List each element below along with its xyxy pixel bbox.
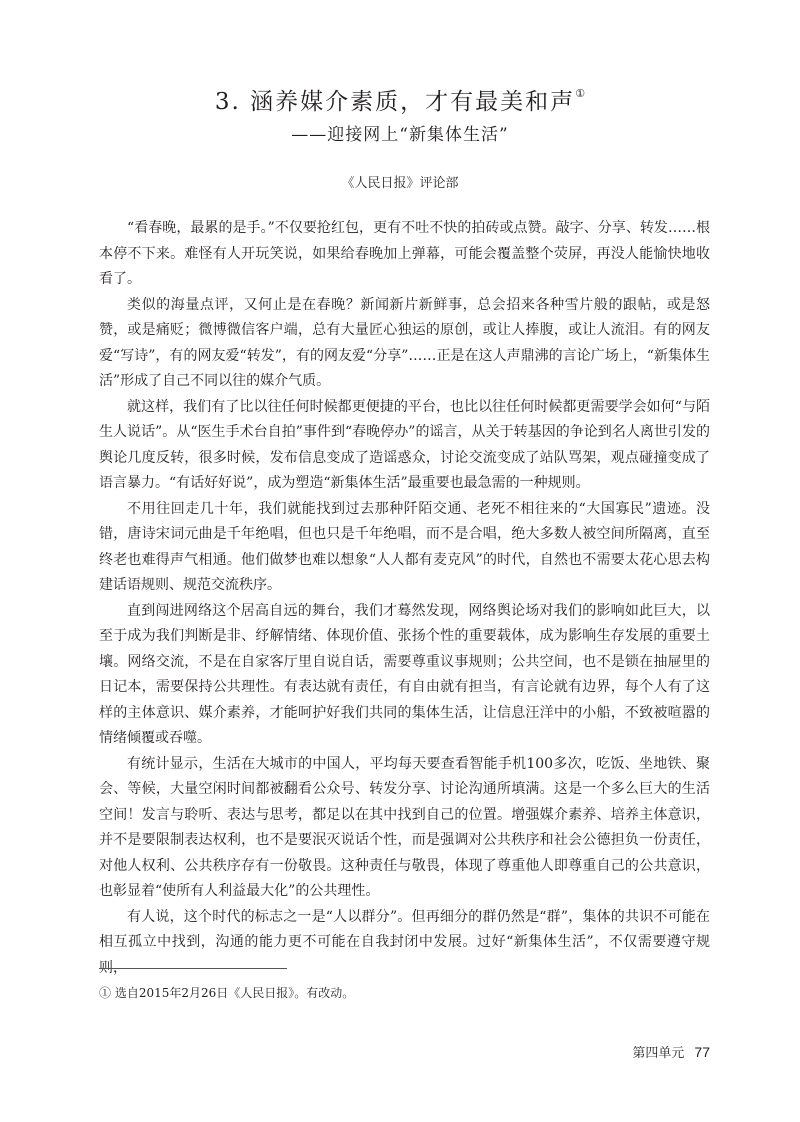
article-subtitle: ——迎接网上“新集体生活” [291,125,509,145]
paragraph: “看春晚，最累的是手。”不仅要抢红包，更有不吐不快的拍砖或点赞。敲字、分享、转发……根本停不下来。难怪有人开玩笑说，如果给春晚加上弹幕，可能会覆盖整个荧屏，再没人能愉快地收看了。 [99,220,710,287]
paragraph: 有人说，这个时代的标志之一是“人以群分”。但再细分的群仍然是“群”，集体的共识不可能在相互孤立中找到，沟通的能力更不可能在自我封闭中发展。过好“新集体生活”，不仅需要遵守规则， [99,908,710,976]
paragraph: 直到闯进网络这个居高自远的舞台，我们才蓦然发现，网络舆论场对我们的影响如此巨大，以至于成为我们判断是非、纾解情绪、体现价值、张扬个性的重要载体，成为影响生存发展的重要土壤。网络交流，不是在自家客厅里自说自话，需要尊重议事规则；公共空间，也不是锁在抽屉里的日记本，需要保持公共理性。有表达就有责任，有自由就有担当，有言论就有边界，每个人有了这样的主体意识、媒介素养，才能呵护好我们共同的集体生活，让信息汪洋中的小船，不致被喧嚣的情绪倾覆或吞噬。 [99,602,710,746]
unit-label: 第四单元 [632,1046,685,1061]
article-title [0,86,800,122]
page-number: 77 [694,1044,710,1060]
page-footer [632,1042,710,1064]
author-line: 《人民日报》评论部 [341,176,459,191]
paragraph: 就这样，我们有了比以往任何时候都更便捷的平台，也比以往任何时候都更需要学会如何“与陌生人说话”。从“医生手术台自拍”事件到“春晚停办”的谣言，从关于转基因的争论到名人离世引发的舆论几度反转，很多时候，发布信息变成了造谣惑众，讨论交流变成了站队骂架，观点碰撞变成了语言暴力。“有话好好说”，成为塑造“新集体生活”最重要也最急需的一种规则。 [99,398,710,491]
footnote: ① 选自2015年2月26日《人民日报》。有改动。 [99,986,355,1000]
footnote-marker[interactable]: ① [575,87,586,100]
article-body [99,216,710,981]
paragraph: 不用往回走几十年，我们就能找到过去那种阡陌交通、老死不相往来的“大国寡民”遗迹。没错，唐诗宋词元曲是千年绝唱，但也只是千年绝唱，而不是合唱，绝大多数人被空间所隔离，直至终老也难得声气相通。他们做梦也难以想象“人人都有麦克风”的时代，自然也不需要太花心思去构建话语规则、规范交流秩序。 [99,500,710,593]
paragraph: 有统计显示，生活在大城市的中国人，平均每天要查看智能手机100多次，吃饭、坐地铁、聚会、等候，大量空闲时间都被翻看公众号、转发分享、讨论沟通所填满。这是一个多么巨大的生活空间！发言与聆听、表达与思考，都足以在其中找到自己的位置。增强媒介素养、培养主体意识，并不是要限制表达权利，也不是要泯灭说话个性，而是强调对公共秩序和社会公德担负一份责任，对他人权利、公共秩序存有一份敬畏。这种责任与敬畏，体现了尊重他人即尊重自己的公共意识，也彰显着“使所有人利益最大化”的公共理性。 [99,755,710,899]
article-title-text: 3. 涵养媒介素质，才有最美和声 [214,89,576,115]
footnote-divider [99,968,287,969]
paragraph: 类似的海量点评，又何止是在春晚？新闻新片新鲜事，总会招来各种雪片般的跟帖，或是怒赞，或是痛贬；微博微信客户端，总有大量匠心独运的原创，或让人捧腹，或让人流泪。有的网友爱“写诗”，有的网友爱“转发”，有的网友爱“分享”……正是在这人声鼎沸的言论广场上，“新集体生活”形成了自己不同以往的媒介气质。 [99,296,710,389]
